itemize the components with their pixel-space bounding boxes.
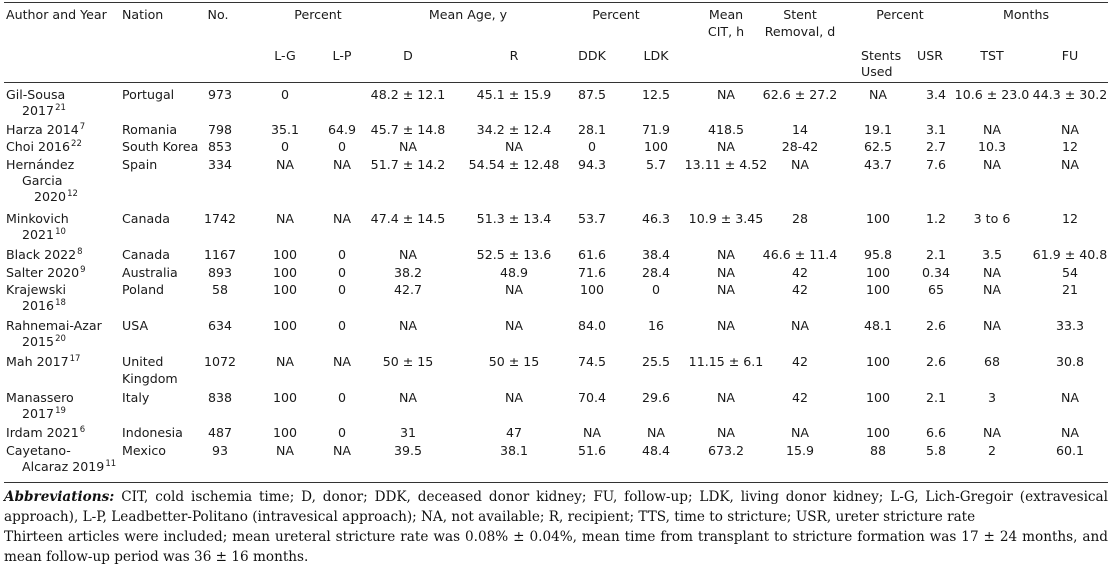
row-1-no: 973 [207,87,233,102]
row-5-usr: 1.2 [925,211,947,226]
row-4-author-1: Hernández [6,157,75,172]
row-8-ldk: 0 [651,282,661,297]
row-10-d: 50 ± 15 [382,354,434,369]
row-1-ldk: 12.5 [641,87,671,102]
row-7-author: Salter 2020$^9$ [6,265,86,280]
row-7-d: 38.2 [393,265,423,280]
header-mean-age: Mean Age, y [428,7,508,22]
row-3-ldk: 100 [643,139,669,154]
row-13-r: 38.1 [499,443,529,458]
row-11-nation: Italy [122,390,150,405]
row-13-ddk: 51.6 [577,443,607,458]
row-2-usr: 3.1 [925,122,947,137]
row-12-ddk: NA [582,425,602,440]
row-10-tst: 68 [983,354,1001,369]
header-ldk: LDK [643,48,669,63]
row-10-no: 1072 [203,354,237,369]
row-12-usr: 6.6 [925,425,947,440]
row-12-lp: 0 [337,425,347,440]
header-nation: Nation [122,7,164,22]
row-6-r: 52.5 ± 13.6 [476,247,552,262]
row-4-tst: NA [982,157,1002,172]
row-6-fu: 61.9 ± 40.8 [1032,247,1108,262]
row-11-fu: NA [1060,390,1080,405]
row-10-author: Mah 2017$^{17}$ [6,354,81,369]
row-12-tst: NA [982,425,1002,440]
row-8-author-1: Krajewski [6,282,67,297]
row-12-d: 31 [399,425,417,440]
header-fu: FU [1061,48,1079,63]
row-9-usr: 2.6 [925,318,947,333]
row-2-tst: NA [982,122,1002,137]
row-13-cit: 673.2 [707,443,745,458]
row-10-used: 100 [865,354,891,369]
row-3-lp: 0 [337,139,347,154]
row-9-ldk: 16 [647,318,665,333]
row-10-ddk: 74.5 [577,354,607,369]
row-11-d: NA [398,390,418,405]
row-10-fu: 30.8 [1055,354,1085,369]
row-3-ddk: 0 [587,139,597,154]
row-8-usr: 65 [927,282,945,297]
row-1-lg: 0 [280,87,290,102]
header-percent-donor: Percent [592,7,640,22]
row-12-cit: NA [716,425,736,440]
row-9-author-1: Rahnemai-Azar [6,318,102,333]
top-rule [4,2,1108,3]
row-8-cit: NA [716,282,736,297]
row-8-ddk: 100 [579,282,605,297]
row-7-no: 893 [207,265,233,280]
row-1-nation: Portugal [122,87,175,102]
row-5-lg: NA [275,211,295,226]
abbreviations-text: CIT, cold ischemia time; D, donor; DDK, deceased donor kidney; FU, follow-up; LDK, living donor kidney; L-G, Lich-Gregoir (extravesical approach), L-P, Leadbetter-Politano (intravesical approach); NA, not available; R, recipient; TTS, time to stricture; USR, ureter stricture rate [4,489,1108,525]
row-7-tst: NA [982,265,1002,280]
row-9-no: 634 [207,318,233,333]
row-5-stent: 28 [791,211,809,226]
row-11-author-2: 2017$^{19}$ [22,406,66,421]
row-4-usr: 7.6 [925,157,947,172]
row-6-ddk: 61.6 [577,247,607,262]
row-6-usr: 2.1 [925,247,947,262]
row-8-used: 100 [865,282,891,297]
row-2-ddk: 28.1 [577,122,607,137]
row-9-tst: NA [982,318,1002,333]
row-3-nation: South Korea [122,139,199,154]
header-r: R [509,48,519,63]
header-usr: USR [917,48,943,63]
row-10-r: 50 ± 15 [488,354,540,369]
header-mean-cit-2: CIT, h [707,24,745,39]
row-1-usr: 3.4 [925,87,947,102]
row-6-author: Black 2022$^8$ [6,247,83,262]
row-9-lp: 0 [337,318,347,333]
row-5-ddk: 53.7 [577,211,607,226]
row-9-ddk: 84.0 [577,318,607,333]
row-12-nation: Indonesia [122,425,183,440]
row-4-ldk: 5.7 [645,157,667,172]
header-lg: L-G [274,48,296,63]
row-2-lg: 35.1 [270,122,300,137]
header-months: Months [1002,7,1050,22]
row-6-lg: 100 [272,247,298,262]
row-4-used: 43.7 [863,157,893,172]
row-13-lp: NA [332,443,352,458]
row-7-used: 100 [865,265,891,280]
row-9-stent: NA [790,318,810,333]
row-4-lp: NA [332,157,352,172]
row-13-author-2: Alcaraz 2019$^{11}$ [22,459,117,474]
row-11-ddk: 70.4 [577,390,607,405]
row-7-nation: Australia [122,265,178,280]
row-4-author-2: Garcia [22,173,63,188]
row-13-used: 88 [869,443,887,458]
row-2-author: Harza 2014$^7$ [6,122,86,137]
row-12-r: 47 [505,425,523,440]
header-tst: TST [980,48,1004,63]
row-13-lg: NA [275,443,295,458]
row-2-ldk: 71.9 [641,122,671,137]
row-8-fu: 21 [1061,282,1079,297]
row-3-tst: 10.3 [977,139,1007,154]
row-12-fu: NA [1060,425,1080,440]
header-ddk: DDK [578,48,606,63]
row-12-author: Irdam 2021$^6$ [6,425,86,440]
row-7-cit: NA [716,265,736,280]
row-4-nation: Spain [122,157,158,172]
row-7-ldk: 28.4 [641,265,671,280]
row-6-d: NA [398,247,418,262]
row-11-tst: 3 [987,390,997,405]
row-11-used: 100 [865,390,891,405]
row-7-lp: 0 [337,265,347,280]
row-1-d: 48.2 ± 12.1 [370,87,446,102]
row-7-stent: 42 [791,265,809,280]
row-6-no: 1167 [203,247,237,262]
row-4-no: 334 [207,157,233,172]
row-5-nation: Canada [122,211,170,226]
row-5-lp: NA [332,211,352,226]
header-stents-used-1: Stents [861,48,902,63]
row-9-cit: NA [716,318,736,333]
row-3-cit: NA [716,139,736,154]
abbreviations-label: Abbreviations: [4,489,115,505]
row-1-r: 45.1 ± 15.9 [476,87,552,102]
row-10-ldk: 25.5 [641,354,671,369]
row-3-lg: 0 [280,139,290,154]
row-8-lg: 100 [272,282,298,297]
row-12-stent: NA [790,425,810,440]
row-9-nation: USA [122,318,149,333]
row-6-tst: 3.5 [981,247,1003,262]
row-5-author-1: Minkovich [6,211,69,226]
header-percent-approach: Percent [294,7,342,22]
row-2-stent: 14 [791,122,809,137]
abbreviations-note [4,487,1108,527]
row-8-no: 58 [211,282,229,297]
row-5-no: 1742 [203,211,237,226]
row-4-lg: NA [275,157,295,172]
row-7-r: 48.9 [499,265,529,280]
row-5-used: 100 [865,211,891,226]
row-2-nation: Romania [122,122,178,137]
row-2-lp: 64.9 [327,122,357,137]
row-5-ldk: 46.3 [641,211,671,226]
row-8-stent: 42 [791,282,809,297]
row-9-d: NA [398,318,418,333]
row-4-author-3: 2020$^{12}$ [34,189,78,204]
row-11-lg: 100 [272,390,298,405]
row-9-used: 48.1 [863,318,893,333]
row-1-ddk: 87.5 [577,87,607,102]
header-lp: L-P [332,48,352,63]
row-11-author-1: Manassero [6,390,74,405]
row-10-cit: 11.15 ± 6.1 [688,354,764,369]
row-6-cit: NA [716,247,736,262]
row-4-stent: NA [790,157,810,172]
row-4-fu: NA [1060,157,1080,172]
row-1-fu: 44.3 ± 30.2 [1032,87,1108,102]
row-3-d: NA [398,139,418,154]
row-10-stent: 42 [791,354,809,369]
row-4-cit: 13.11 ± 4.52 [684,157,768,172]
row-1-author-2: 2017$^{21}$ [22,103,66,118]
row-10-lg: NA [275,354,295,369]
row-12-lg: 100 [272,425,298,440]
row-11-no: 838 [207,390,233,405]
row-13-tst: 2 [987,443,997,458]
row-2-r: 34.2 ± 12.4 [476,122,552,137]
row-13-usr: 5.8 [925,443,947,458]
header-stent-1: Stent [783,7,817,22]
row-9-r: NA [504,318,524,333]
row-3-r: NA [504,139,524,154]
row-7-ddk: 71.6 [577,265,607,280]
row-10-usr: 2.6 [925,354,947,369]
row-8-nation: Poland [122,282,165,297]
row-4-d: 51.7 ± 14.2 [370,157,446,172]
row-13-stent: 15.9 [785,443,815,458]
row-6-ldk: 38.4 [641,247,671,262]
row-1-stent: 62.6 ± 27.2 [762,87,838,102]
row-1-author-1: Gil-Sousa [6,87,66,102]
row-9-fu: 33.3 [1055,318,1085,333]
row-10-nation-2: Kingdom [122,371,178,386]
header-d: D [403,48,413,63]
row-8-lp: 0 [337,282,347,297]
row-5-d: 47.4 ± 14.5 [370,211,446,226]
row-1-used: NA [868,87,888,102]
row-10-nation-1: United [122,354,164,369]
summary-note: Thirteen articles were included; mean ureteral stricture rate was 0.08% ± 0.04%, mean time from transplant to stricture formation was 17 ± 24 months, and mean follow-up period was 36 ± 16 months. [4,529,1108,565]
row-4-ddk: 94.3 [577,157,607,172]
header-mean-cit-1: Mean [708,7,744,22]
row-3-usr: 2.7 [925,139,947,154]
row-5-author-2: 2021$^{10}$ [22,227,66,242]
row-1-tst: 10.6 ± 23.0 [954,87,1030,102]
row-9-author-2: 2015$^{20}$ [22,334,66,349]
row-2-no: 798 [207,122,233,137]
row-13-d: 39.5 [393,443,423,458]
row-7-fu: 54 [1061,265,1079,280]
row-6-used: 95.8 [863,247,893,262]
row-12-no: 487 [207,425,233,440]
row-2-fu: NA [1060,122,1080,137]
row-13-ldk: 48.4 [641,443,671,458]
row-13-no: 93 [211,443,229,458]
row-13-author-1: Cayetano- [6,443,71,458]
row-2-d: 45.7 ± 14.8 [370,122,446,137]
row-5-fu: 12 [1061,211,1079,226]
row-12-ldk: NA [646,425,666,440]
header-no: No. [207,7,229,22]
row-6-lp: 0 [337,247,347,262]
row-3-stent: 28-42 [781,139,819,154]
header-stent-2: Removal, d [764,24,836,39]
row-11-stent: 42 [791,390,809,405]
row-6-nation: Canada [122,247,170,262]
header-stents-used-2: Used [861,64,893,79]
table-footnotes [4,487,1108,567]
row-5-tst: 3 to 6 [973,211,1011,226]
row-1-cit: NA [716,87,736,102]
row-3-no: 853 [207,139,233,154]
row-8-d: 42.7 [393,282,423,297]
row-8-r: NA [504,282,524,297]
row-3-fu: 12 [1061,139,1079,154]
row-13-fu: 60.1 [1055,443,1085,458]
row-13-nation: Mexico [122,443,166,458]
row-6-stent: 46.6 ± 11.4 [762,247,838,262]
row-3-author: Choi 2016$^{22}$ [6,139,82,154]
header-rule [4,82,1108,83]
row-11-usr: 2.1 [925,390,947,405]
header-author: Author and Year [6,7,107,22]
row-11-ldk: 29.6 [641,390,671,405]
row-11-lp: 0 [337,390,347,405]
row-5-r: 51.3 ± 13.4 [476,211,552,226]
row-4-r: 54.54 ± 12.48 [468,157,560,172]
row-10-lp: NA [332,354,352,369]
row-9-lg: 100 [272,318,298,333]
row-11-cit: NA [716,390,736,405]
row-7-lg: 100 [272,265,298,280]
row-5-cit: 10.9 ± 3.45 [688,211,764,226]
bottom-rule [4,482,1108,483]
header-percent-stents: Percent [876,7,924,22]
row-2-used: 19.1 [863,122,893,137]
row-11-r: NA [504,390,524,405]
row-8-tst: NA [982,282,1002,297]
row-8-author-2: 2016$^{18}$ [22,298,66,313]
row-12-used: 100 [865,425,891,440]
row-7-usr: 0.34 [921,265,951,280]
row-3-used: 62.5 [863,139,893,154]
row-2-cit: 418.5 [707,122,745,137]
